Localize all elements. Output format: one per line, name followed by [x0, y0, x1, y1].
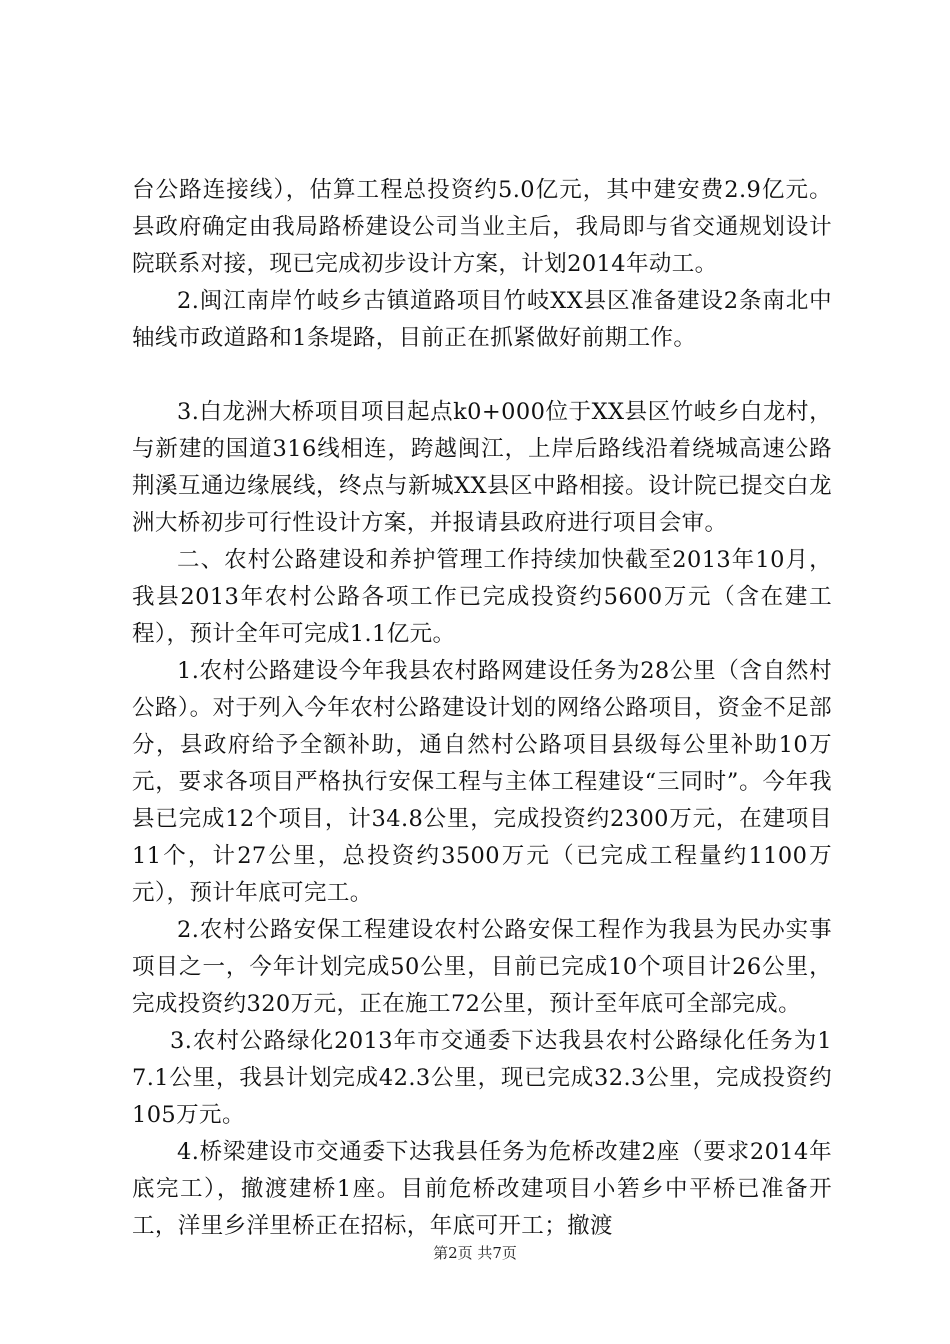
paragraph-bridge-construction: 4.桥梁建设市交通委下达我县任务为危桥改建2座（要求2014年底完工），撤渡建桥1座。目前危桥改建项目小箬乡中平桥已准备开工，洋里乡洋里桥正在招标，年底可开工；撤渡 [132, 1139, 832, 1239]
paragraph-spacer [132, 357, 832, 394]
paragraph-continued: 台公路连接线），估算工程总投资约5.0亿元，其中建安费2.9亿元。县政府确定由我局路桥建设公司当业主后，我局即与省交通规划设计院联系对接，现已完成初步设计方案，计划2014年动工。 [132, 177, 832, 277]
document-body [132, 172, 832, 1245]
paragraph-rural-road-construction: 1.农村公路建设今年我县农村路网建设任务为28公里（含自然村公路）。对于列入今年农村公路建设计划的网络公路项目，资金不足部分，县政府给予全额补助，通自然村公路项目县级每公里补助10万元，要求各项目严格执行安保工程与主体工程建设“三同时”。今年我县已完成12个项目，计34.8公里，完成投资约2300万元，在建项目11个，计27公里，总投资约3500万元（已完成工程量约1100万元），预计年底可完工。 [132, 658, 832, 906]
paragraph-section-2: 二、农村公路建设和养护管理工作持续加快截至2013年10月，我县2013年农村公路各项工作已完成投资约5600万元（含在建工程），预计全年可完成1.1亿元。 [132, 547, 832, 647]
page-footer: 第2页 共7页 [433, 1244, 517, 1262]
paragraph-rural-road-greening: 3.农村公路绿化2013年市交通委下达我县农村公路绿化任务为17.1公里，我县计划完成42.3公里，现已完成32.3公里，完成投资约105万元。 [132, 1028, 832, 1128]
paragraph-item-2: 2.闽江南岸竹岐乡古镇道路项目竹岐XX县区准备建设2条南北中轴线市政道路和1条堤路，目前正在抓紧做好前期工作。 [132, 288, 832, 351]
paragraph-rural-road-safety: 2.农村公路安保工程建设农村公路安保工程作为我县为民办实事项目之一，今年计划完成50公里，目前已完成10个项目计26公里，完成投资约320万元，正在施工72公里，预计至年底可全部完成。 [132, 917, 832, 1017]
paragraph-item-3: 3.白龙洲大桥项目项目起点k0+000位于XX县区竹岐乡白龙村，与新建的国道316线相连，跨越闽江，上岸后路线沿着绕城高速公路荆溪互通边缘展线，终点与新城XX县区中路相接。设计院已提交白龙洲大桥初步可行性设计方案，并报请县政府进行项目会审。 [132, 399, 832, 536]
